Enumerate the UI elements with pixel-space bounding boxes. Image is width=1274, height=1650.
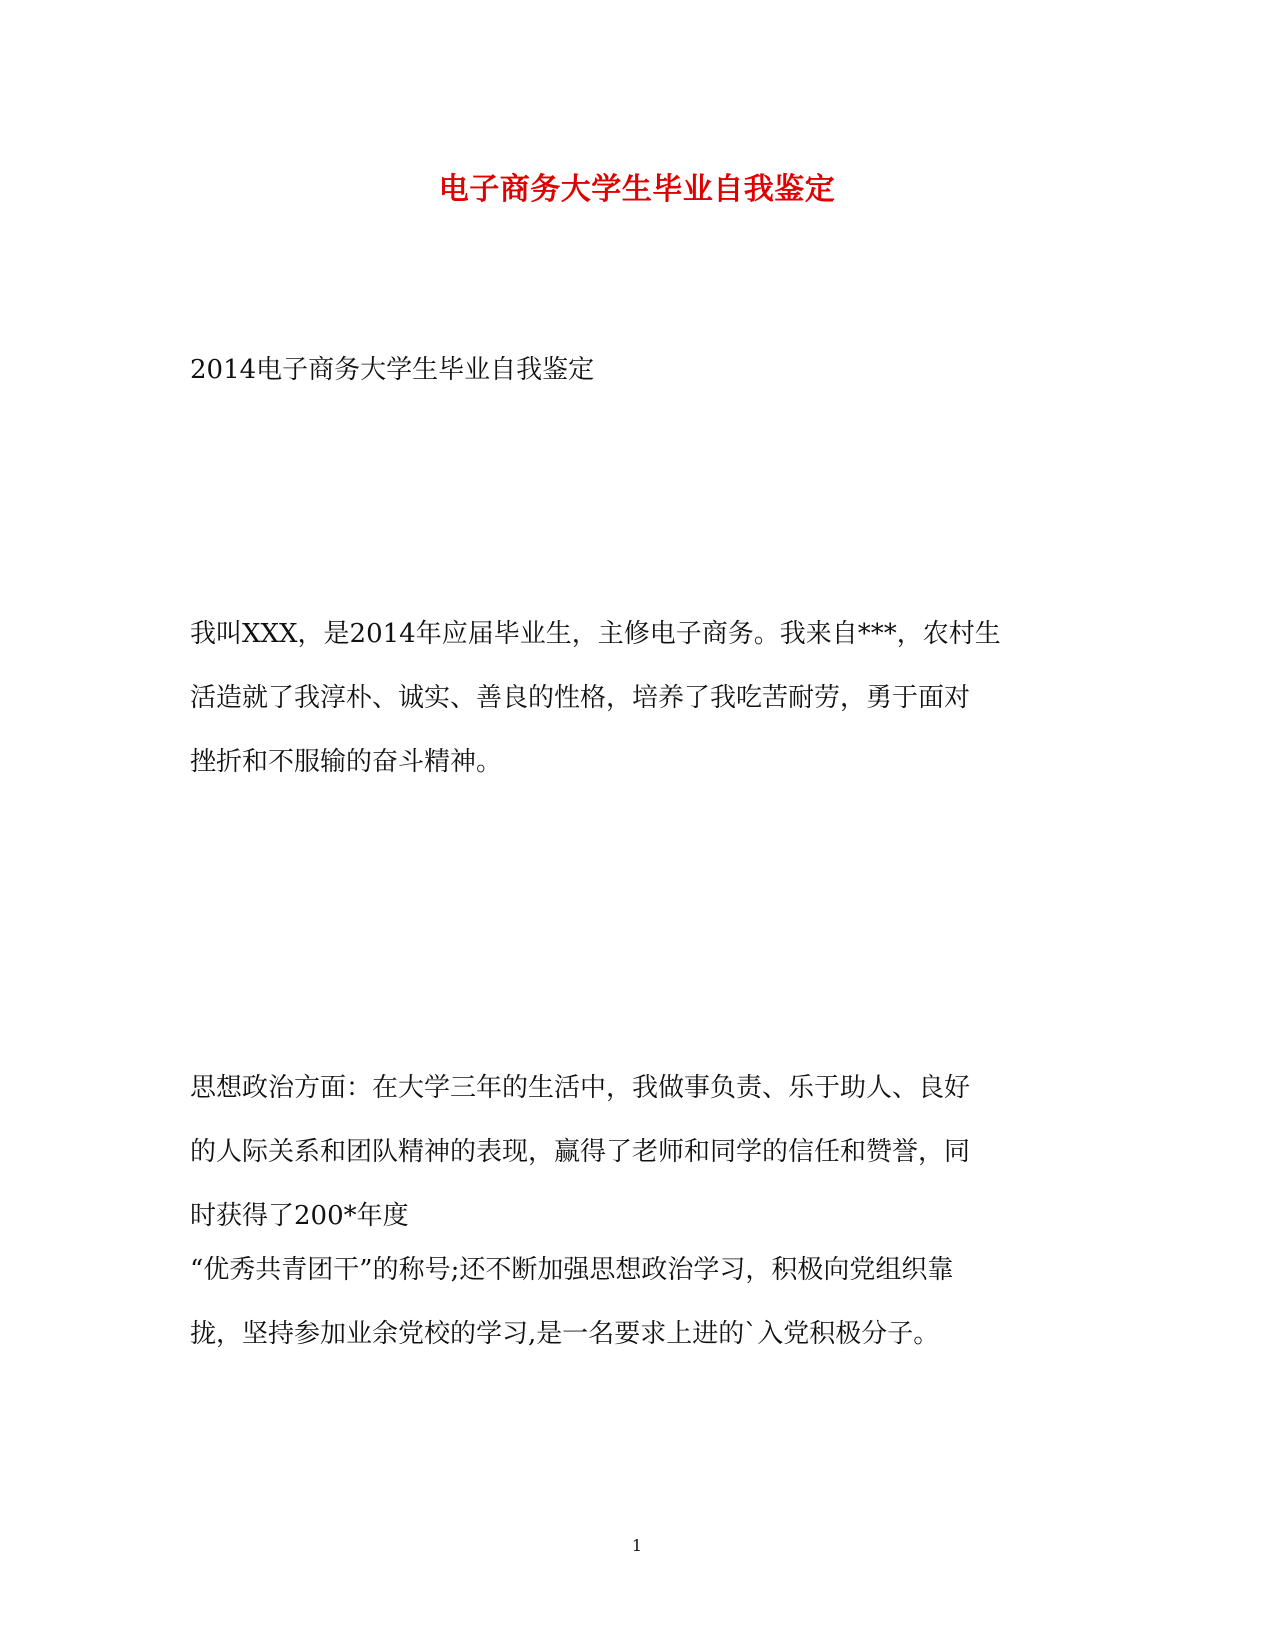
document-title: 电子商务大学生毕业自我鉴定: [438, 172, 836, 207]
page-number: 1: [631, 1536, 643, 1555]
paragraph-line: “优秀共青团干”的称号;还不断加强思想政治学习，积极向党组织靠: [190, 1255, 954, 1285]
paragraph-introduction: [190, 616, 1090, 808]
paragraph-line: 时获得了200*年度: [190, 1201, 409, 1231]
paragraph-line: 挫折和不服输的奋斗精神。: [190, 747, 503, 777]
paragraph-political-thought: [190, 1070, 1090, 1380]
paragraph-line: 我叫XXX，是2014年应届毕业生，主修电子商务。我来自***，农村生: [190, 619, 1001, 649]
paragraph-line: 的人际关系和团队精神的表现，赢得了老师和同学的信任和赞誉，同: [190, 1137, 971, 1167]
document-subtitle: 2014电子商务大学生毕业自我鉴定: [190, 355, 595, 385]
paragraph-line: 拢，坚持参加业余党校的学习,是一名要求上进的`入党积极分子。: [190, 1319, 940, 1349]
paragraph-line: 活造就了我淳朴、诚实、善良的性格，培养了我吃苦耐劳，勇于面对: [190, 683, 971, 713]
paragraph-line: 思想政治方面：在大学三年的生活中，我做事负责、乐于助人、良好: [190, 1073, 971, 1103]
